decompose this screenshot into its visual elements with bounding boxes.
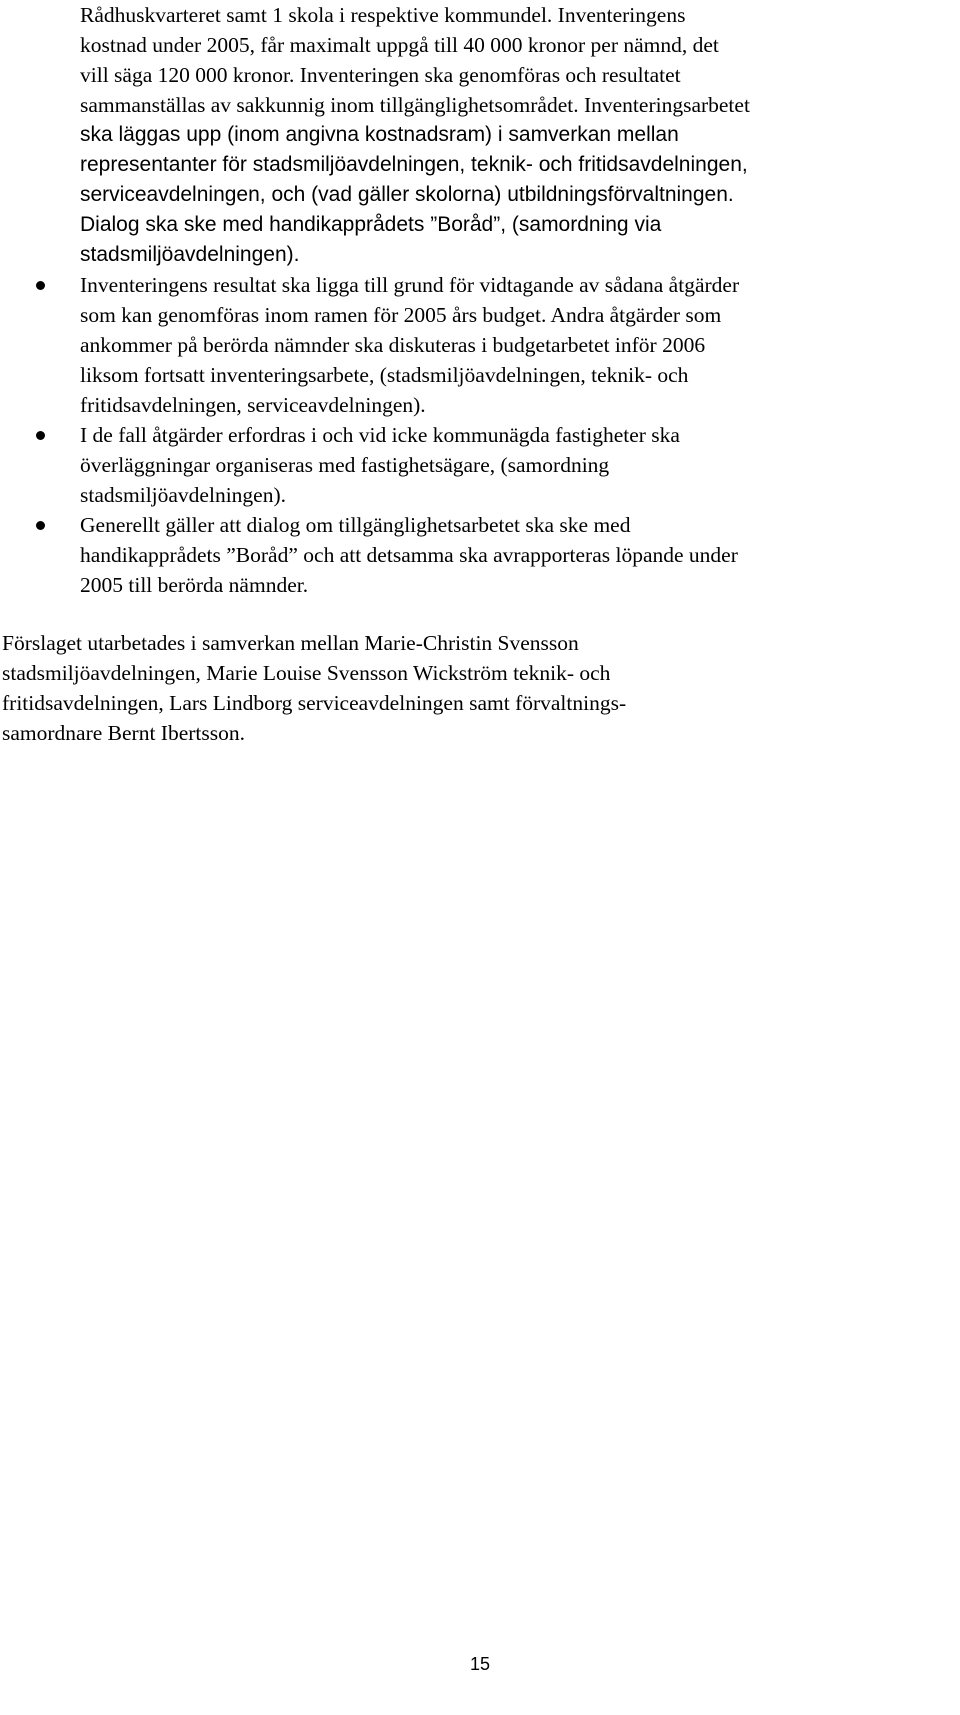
text-line: Rådhuskvarteret samt 1 skola i respektive kommundel. Inventeringens xyxy=(80,3,686,27)
bullet-icon xyxy=(36,281,45,290)
text-line: kostnad under 2005, får maximalt uppgå till 40 000 kronor per nämnd, det xyxy=(80,33,719,57)
text-line: sammanställas av sakkunnig inom tillgänglighetsområdet. Inventeringsarbetet xyxy=(80,93,750,117)
text-line: som kan genomföras inom ramen för 2005 års budget. Andra åtgärder som xyxy=(80,303,722,327)
text-line: Dialog ska ske med handikapprådets ”Boråd”, (samordning via xyxy=(80,213,662,236)
bullet-icon xyxy=(36,521,45,530)
text-line: Inventeringens resultat ska ligga till grund för vidtagande av sådana åtgärder xyxy=(80,273,740,297)
text-line: överläggningar organiseras med fastighetsägare, (samordning xyxy=(80,453,610,477)
text-line: representanter för stadsmiljöavdelningen, teknik- och fritidsavdelningen, xyxy=(80,153,748,176)
text-line: stadsmiljöavdelningen, Marie Louise Svensson Wickström teknik- och xyxy=(2,661,611,685)
text-line: vill säga 120 000 kronor. Inventeringen ska genomföras och resultatet xyxy=(80,63,681,87)
text-line: handikapprådets ”Boråd” och att detsamma ska avrapporteras löpande under xyxy=(80,543,738,567)
text-line: stadsmiljöavdelningen). xyxy=(80,243,300,266)
text-line: 2005 till berörda nämnder. xyxy=(80,573,309,597)
text-line: Förslaget utarbetades i samverkan mellan Marie-Christin Svensson xyxy=(2,631,579,655)
page-number: 15 xyxy=(469,1654,491,1674)
text-line: ankommer på berörda nämnder ska diskuteras i budgetarbetet inför 2006 xyxy=(80,333,706,357)
bullet-icon xyxy=(36,431,45,440)
text-line: stadsmiljöavdelningen). xyxy=(80,483,287,507)
text-line: ska läggas upp (inom angivna kostnadsram) i samverkan mellan xyxy=(80,123,679,146)
text-line: samordnare Bernt Ibertsson. xyxy=(2,721,245,745)
text-line: serviceavdelningen, och (vad gäller skolorna) utbildningsförvaltningen. xyxy=(80,183,734,206)
text-line: fritidsavdelningen, Lars Lindborg serviceavdelningen samt förvaltnings- xyxy=(2,691,627,715)
text-line: liksom fortsatt inventeringsarbete, (stadsmiljöavdelningen, teknik- och xyxy=(80,363,689,387)
text-line: I de fall åtgärder erfordras i och vid icke kommunägda fastigheter ska xyxy=(80,423,680,447)
text-line: fritidsavdelningen, serviceavdelningen). xyxy=(80,393,426,417)
text-line: Generellt gäller att dialog om tillgänglighetsarbetet ska ske med xyxy=(80,513,631,537)
